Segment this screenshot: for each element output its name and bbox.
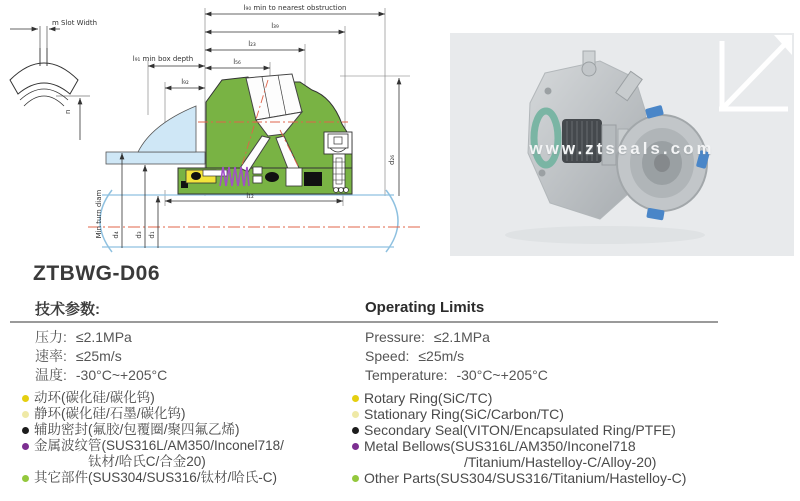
page-title: ZTBWG-D06	[33, 262, 160, 285]
list-item: Rotary Ring(SiC/TC)	[352, 390, 792, 406]
materials-list-cn	[22, 390, 352, 486]
slot-detail	[10, 26, 90, 140]
list-item: Other Parts(SUS304/SUS316/Titanium/Hastelloy-C)	[352, 470, 792, 486]
list-item: 动环(碳化硅/碳化钨)	[22, 390, 352, 406]
specs-cn	[35, 328, 167, 385]
bullet-icon	[352, 411, 359, 418]
bullet-icon	[22, 411, 29, 418]
bullet-icon	[352, 475, 359, 482]
dim-label-d4: d₄	[112, 231, 120, 239]
bullet-icon	[22, 475, 29, 482]
dim-label-n: n	[64, 109, 72, 114]
dim-label-d3: d₃	[135, 231, 143, 239]
dim-label-l90: l₉₀ min to nearest obstruction	[243, 4, 347, 12]
corner-arrow-icon	[714, 35, 792, 117]
specs-en	[365, 328, 548, 385]
materials-list-en	[352, 390, 792, 486]
list-item: 静环(碳化硅/石墨/碳化钨)	[22, 406, 352, 422]
specs-cn-heading: 技术参数:	[35, 301, 100, 318]
dim-label-l91: l₉₁ min box depth	[132, 55, 194, 63]
bullet-icon	[352, 427, 359, 434]
product-photo-panel	[450, 33, 794, 256]
list-item: Stationary Ring(SiC/Carbon/TC)	[352, 406, 792, 422]
spec-row-temperature-cn: 温度: -30°C~+205°C	[35, 367, 168, 383]
bullet-icon	[22, 443, 29, 450]
spec-row-speed-en: Speed: ≤25m/s	[365, 348, 465, 364]
bullet-icon	[352, 443, 359, 450]
list-item: 辅助密封(氟胶/包覆圈/聚四氟乙烯)	[22, 422, 352, 438]
list-item: Secondary Seal(VITON/Encapsulated Ring/PTFE)	[352, 422, 792, 438]
bullet-icon	[22, 427, 29, 434]
dim-label-l12: l₁₂	[246, 192, 254, 200]
dim-label-l39: l₃₉	[271, 22, 279, 30]
spec-row-pressure-cn: 压力: ≤2.1MPa	[35, 329, 132, 345]
dim-label-min-turn-diam: Min turn diam	[95, 189, 103, 239]
spec-row-speed-cn: 速率: ≤25m/s	[35, 348, 122, 364]
specs-en-heading: Operating Limits	[365, 299, 485, 316]
bullet-icon	[22, 395, 29, 402]
dim-label-l56: l₅₆	[233, 58, 241, 66]
gland-sleeve	[106, 106, 205, 164]
dim-label-l23: l₂₃	[248, 40, 256, 48]
list-item: 金属波纹管(SUS316L/AM350/Inconel718/ 钛材/哈氏C/合金20)	[22, 438, 352, 470]
list-item: 其它部件(SUS304/SUS316/钛材/哈氏-C)	[22, 470, 352, 486]
divider-line	[10, 321, 718, 323]
dim-label-d1: d₁	[148, 231, 156, 239]
spec-row-temperature-en: Temperature: -30°C~+205°C	[365, 367, 548, 383]
spec-row-pressure-en: Pressure: ≤2.1MPa	[365, 329, 490, 345]
watermark: www.ztseals.com	[529, 139, 715, 158]
bullet-icon	[352, 395, 359, 402]
list-item: Metal Bellows(SUS316L/AM350/Inconel718 /Titanium/Hastelloy-C/Alloy-20)	[352, 438, 792, 470]
dim-label-d26: d₂₆	[388, 154, 396, 166]
technical-drawing	[0, 0, 445, 262]
dim-label-l92: l₉₂	[181, 78, 189, 86]
dim-label-m: m Slot Width	[52, 19, 98, 27]
